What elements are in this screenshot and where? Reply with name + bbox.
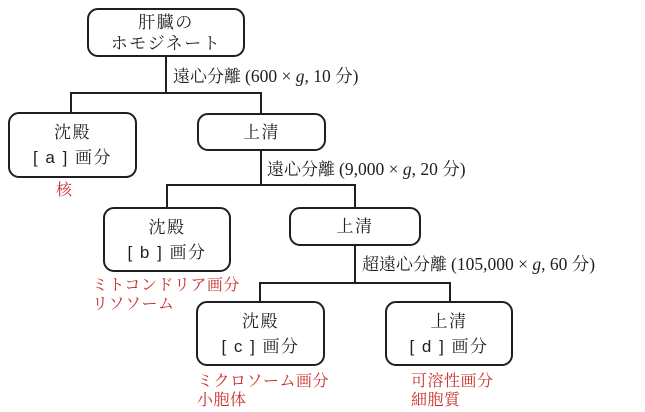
node-liver-homogenate-line2: ホモジネート [110,33,222,53]
connector-drop-d [449,282,451,302]
annotation-a-line1: 核 [56,182,73,199]
node-supernatant-1-line1: 上清 [243,122,280,142]
node-precipitate-b [103,207,231,272]
step1-name: 遠心分離 [173,67,241,86]
connector-supernatant2-down [354,245,356,284]
step3-name: 超遠心分離 [362,255,447,274]
node-precipitate-a [8,112,137,178]
node-supernatant-2-line1: 上清 [336,217,374,236]
step3-params-pre: (105,000 × [451,254,533,274]
step3-params-post: , 60 分) [541,254,596,274]
annotation-b-line2: リソソーム [92,296,175,313]
annotation-b-line1: ミトコンドリア画分 [92,277,240,294]
connector-branch2 [166,184,356,186]
step2-name: 遠心分離 [267,160,335,179]
node-precipitate-c-line1: 沈殿 [242,311,279,331]
connector-drop-supernatant2 [354,184,356,208]
node-liver-homogenate [87,8,245,57]
annotation-d-line2: 細胞質 [411,392,461,409]
annotation-c-line1: ミクロソーム画分 [197,373,330,390]
node-supernatant-1 [197,113,326,151]
annotation-d-line1: 可溶性画分 [411,373,494,390]
connector-branch3 [259,282,451,284]
node-supernatant-d-line1: 上清 [430,311,468,331]
node-precipitate-b-line1: 沈殿 [148,217,186,237]
node-precipitate-b-line2: [ b ] 画分 [127,242,207,262]
node-supernatant-d [385,301,513,366]
step-label-ultracentrifugation [362,252,595,277]
step1-params-post: , 10 分) [304,66,359,86]
node-supernatant-d-line2: [ d ] 画分 [409,336,489,356]
step3-g-symbol: g [532,254,542,274]
annotation-fraction-a [56,181,73,200]
connector-supernatant1-down [260,150,262,186]
annotation-c-line2: 小胞体 [197,392,247,409]
step-label-centrifugation-2 [267,157,466,182]
step1-g-symbol: g [295,66,305,86]
node-precipitate-a-line1: 沈殿 [54,123,91,142]
step-label-centrifugation-1 [173,64,358,89]
node-precipitate-a-line2: [ a ] 画分 [32,148,113,167]
annotation-fraction-c [197,372,329,410]
node-supernatant-2 [289,207,421,246]
node-liver-homogenate-line1: 肝臓の [138,12,194,32]
connector-drop-b [166,184,168,208]
node-precipitate-c-line2: [ c ] 画分 [221,336,300,356]
step2-params-post: , 20 分) [411,159,466,179]
connector-root-down [165,57,167,94]
connector-drop-c [259,282,261,302]
connector-drop-a [70,92,72,113]
annotation-fraction-b [92,276,240,314]
connector-drop-supernatant1 [260,92,262,114]
step2-g-symbol: g [402,159,412,179]
annotation-fraction-d [411,372,494,410]
step2-params-pre: (9,000 × [339,159,403,179]
connector-branch1 [70,92,262,94]
step1-params-pre: (600 × [245,66,296,86]
